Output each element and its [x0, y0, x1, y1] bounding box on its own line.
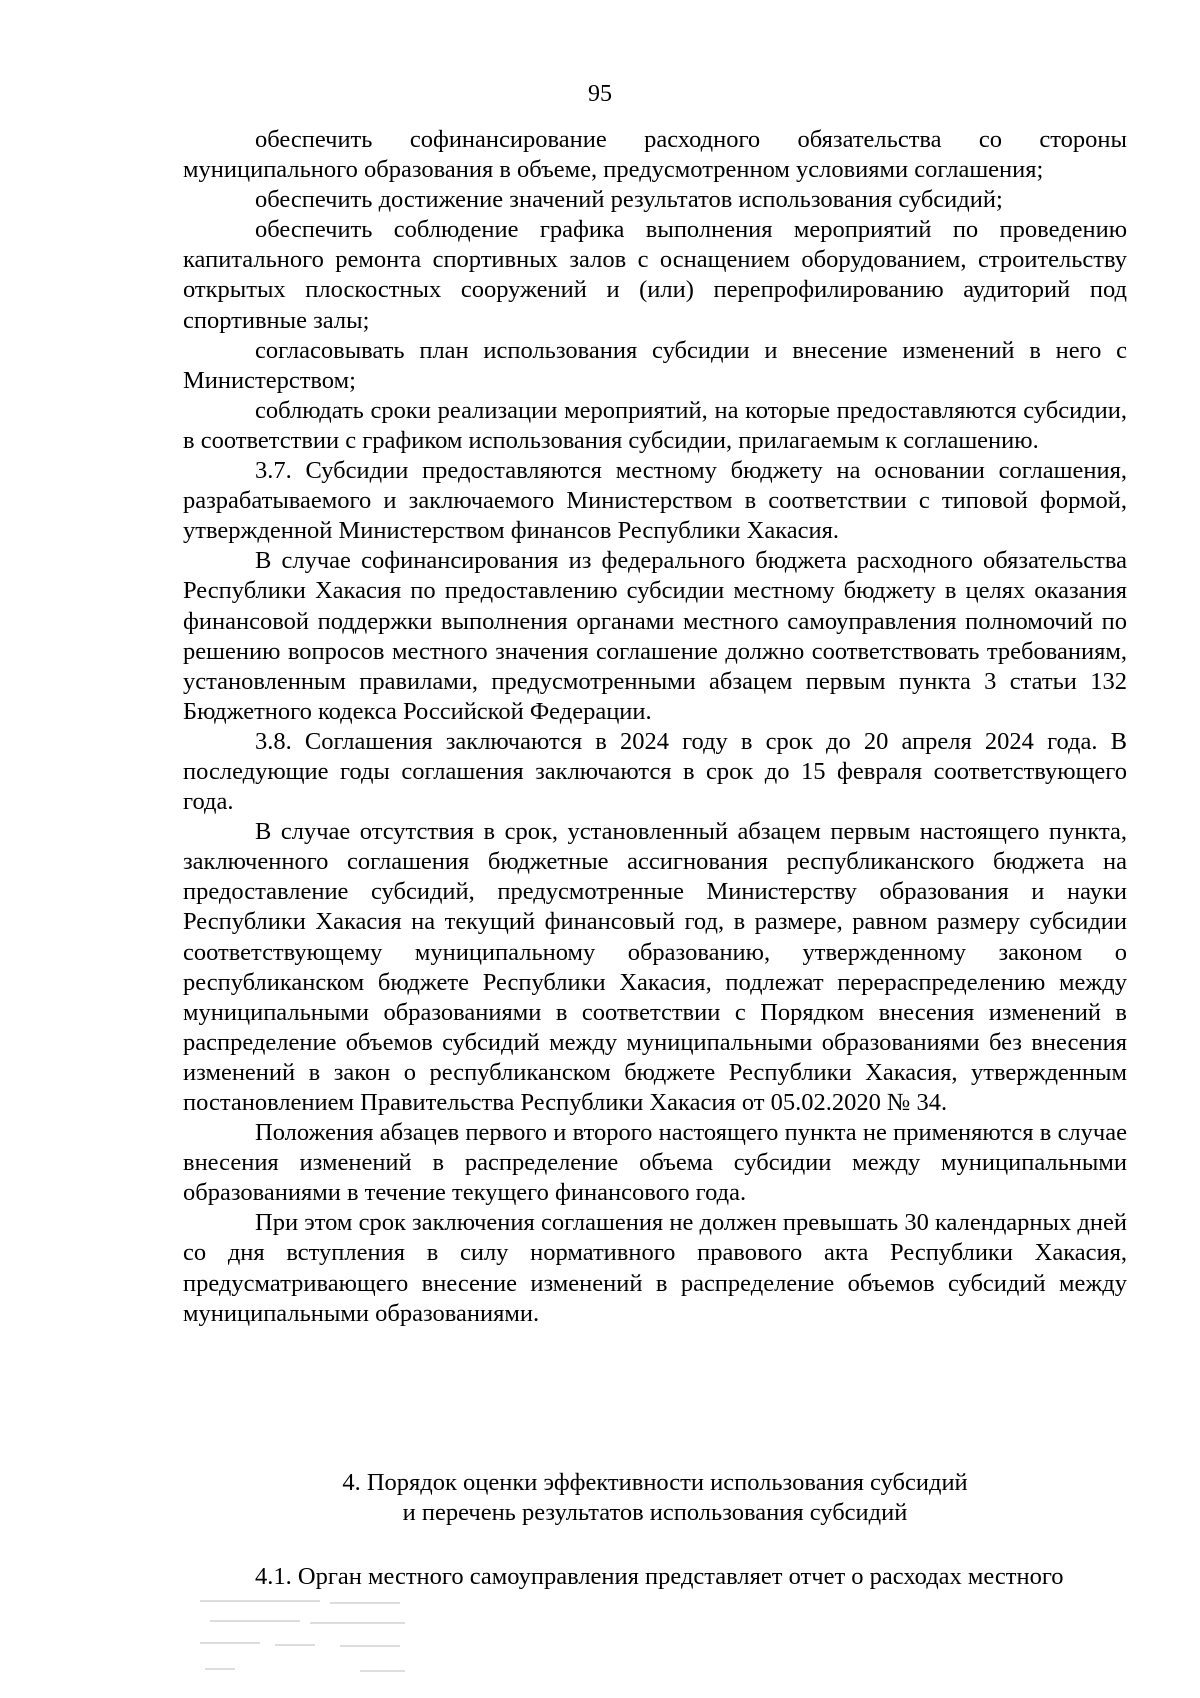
paragraph-3-7: 3.7. Субсидии предоставляются местному бюджету на основании соглашения, разрабатываемого и заключаемого Министерством в соответствии с типовой формой, утвержденной Министерством финансов Республики Хакасия.	[183, 457, 1127, 545]
section-heading-line: и перечень результатов использования субсидий	[402, 1499, 908, 1526]
section-heading-line: 4. Порядок оценки эффективности использования субсидий	[342, 1469, 968, 1496]
paragraph: согласовывать план использования субсидии и внесение изменений в него с Министерством;	[183, 336, 1127, 394]
paragraph: В случае отсутствия в срок, установленный абзацем первым настоящего пункта, заключенного соглашения бюджетные ассигнования республиканского бюджета на предоставление субсидий, предусмотренные Министерству образования и науки Республики Хакасия на текущий финансовый год, в размере, равном размеру субсидии соответствующему муниципальному образованию, утвержденному законом о республиканском бюджете Республики Хакасия, подлежат перераспределению между муниципальными образованиями в соответствии с Порядком внесения изменений в распределение объемов субсидий между муниципальными образованиями без внесения изменений в закон о республиканском бюджете Республики Хакасия, утвержденным постановлением Правительства Республики Хакасия от 05.02.2020 № 34.	[183, 818, 1127, 1116]
paragraph: соблюдать сроки реализации мероприятий, на которые предоставляются субсидии, в соответствии с графиком использования субсидии, прилагаемым к соглашению.	[183, 396, 1127, 454]
body-text	[183, 125, 1127, 1329]
faint-stamp-mark	[200, 1590, 420, 1680]
paragraph: Положения абзацев первого и второго настоящего пункта не применяются в случае внесения изменений в распределение объема субсидии между муниципальными образованиями в течение текущего финансового года.	[183, 1119, 1127, 1207]
paragraph: В случае софинансирования из федерального бюджета расходного обязательства Республики Хакасия по предоставлению субсидии местному бюджету в целях оказания финансовой поддержки выполнения органами местного самоуправления полномочий по решению вопросов местного значения соглашение должно соответствовать требованиям, установленным правилами, предусмотренными абзацем первым пункта 3 статьи 132 Бюджетного кодекса Российской Федерации.	[183, 547, 1127, 725]
section-heading	[183, 1468, 1127, 1528]
paragraph: обеспечить софинансирование расходного обязательства со стороны муниципального образования в объеме, предусмотренном условиями соглашения;	[183, 126, 1127, 184]
paragraph-3-8: 3.8. Соглашения заключаются в 2024 году в срок до 20 апреля 2024 года. В последующие годы соглашения заключаются в срок до 15 февраля соответствующего года.	[183, 727, 1127, 816]
paragraph-4-1: 4.1. Орган местного самоуправления представляет отчет о расходах местного	[255, 1563, 1064, 1590]
paragraph: При этом срок заключения соглашения не должен превышать 30 календарных дней со дня вступления в силу нормативного правового акта Республики Хакасия, предусматривающего внесение изменений в распределение объемов субсидий между муниципальными образованиями.	[183, 1209, 1127, 1327]
paragraph: обеспечить соблюдение графика выполнения мероприятий по проведению капитального ремонта спортивных залов с оснащением оборудованием, строительству открытых плоскостных сооружений и (или) перепрофилированию аудиторий под спортивные залы;	[183, 216, 1127, 334]
page-number: 95	[588, 81, 612, 107]
paragraph: обеспечить достижение значений результатов использования субсидий;	[255, 186, 1003, 214]
